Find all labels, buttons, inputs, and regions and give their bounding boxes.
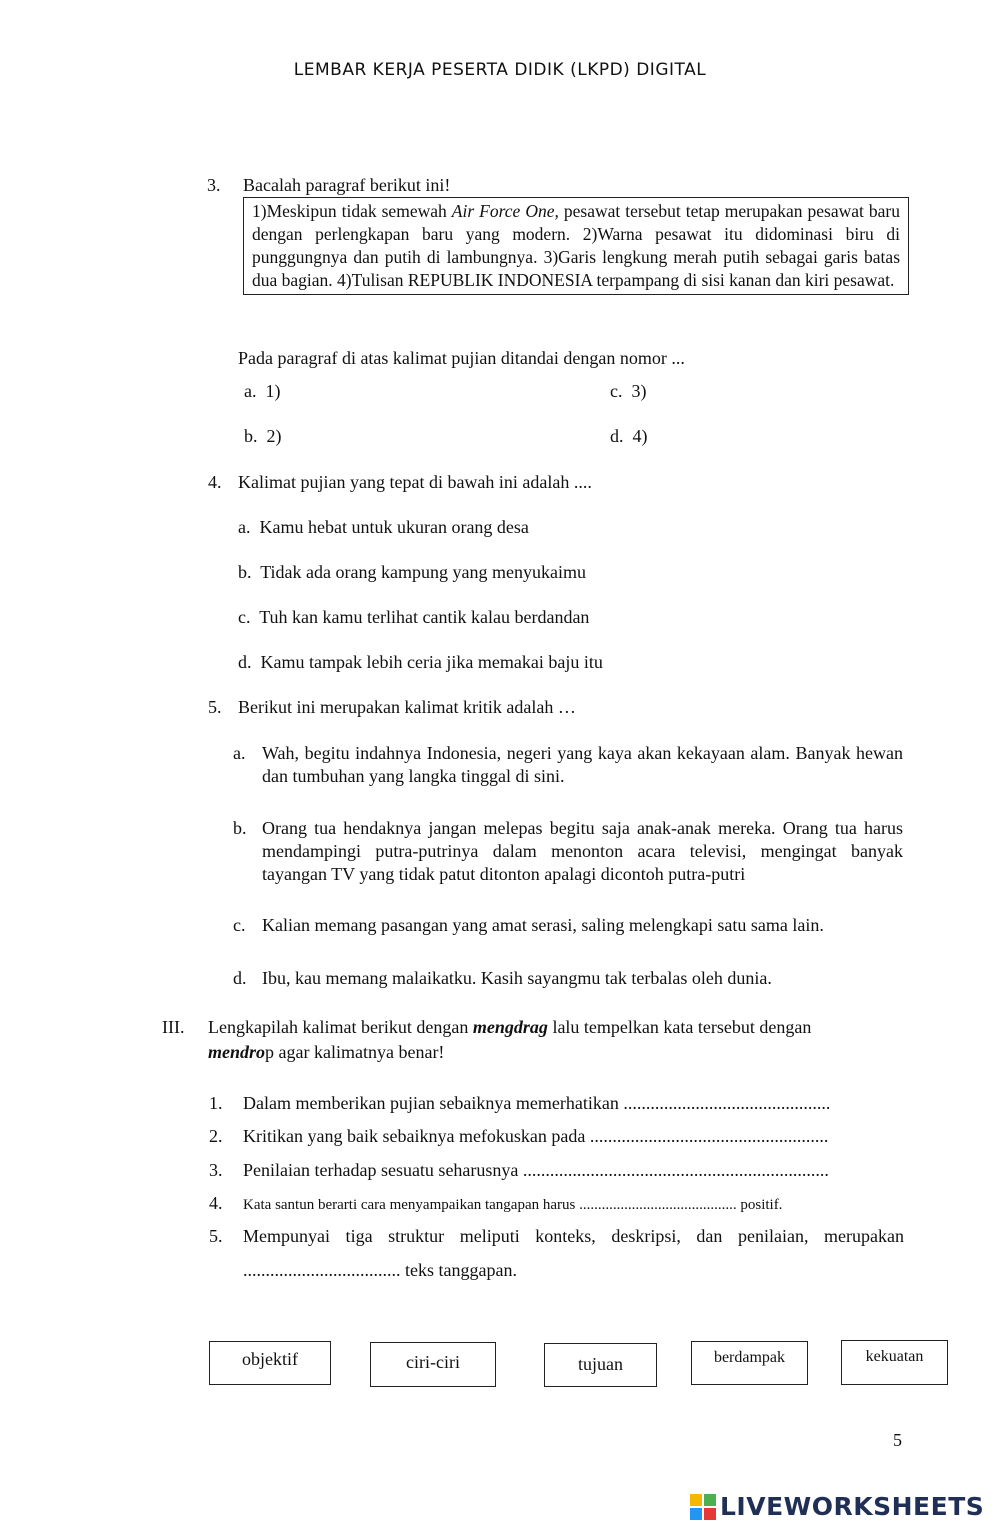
q3-option-d[interactable] xyxy=(610,425,648,448)
q4-number: 4. xyxy=(208,472,222,492)
fill-item-5[interactable]: Mempunyai tiga struktur meliputi konteks, deskripsi, dan penilaian, merupakan xyxy=(243,1226,904,1246)
option-text: 2) xyxy=(266,426,282,446)
option-text: Kamu tampak lebih ceria jika memakai baju itu xyxy=(260,652,603,672)
drag-word-tujuan[interactable]: tujuan xyxy=(544,1343,657,1387)
q5-option-a-letter: a. xyxy=(233,743,246,763)
q5-option-b[interactable]: Orang tua hendaknya jangan melepas begitu saja anak-anak mereka. Orang tua harus mendampingi putra-putrinya dalam menonton acara televisi, mengingat banyak tayangan TV yang tidak patut ditonton apalagi dicontoh putra-putri xyxy=(262,818,903,884)
q4-option-a[interactable] xyxy=(238,516,529,539)
option-letter: d. xyxy=(610,426,624,446)
drag-word-ciri-ciri[interactable]: ciri-ciri xyxy=(370,1342,496,1387)
option-letter: c. xyxy=(238,607,251,627)
instr-text: Lengkapilah kalimat berikut dengan xyxy=(208,1017,473,1037)
instr-text: lalu tempelkan kata tersebut dengan xyxy=(547,1017,812,1037)
q5-option-c[interactable]: Kalian memang pasangan yang amat serasi, saling melengkapi satu sama lain. xyxy=(262,915,824,935)
page-header: LEMBAR KERJA PESERTA DIDIK (LKPD) DIGITAL xyxy=(293,60,707,80)
page-number: 5 xyxy=(893,1430,902,1450)
instr-text: p agar kalimatnya benar! xyxy=(265,1042,445,1062)
q4-option-b[interactable] xyxy=(238,561,586,584)
fill-item-5-number: 5. xyxy=(209,1226,223,1246)
q5-option-d-letter: d. xyxy=(233,968,247,988)
section3-instruction-line1 xyxy=(208,1016,811,1039)
option-text: 1) xyxy=(265,381,281,401)
option-text: Kamu hebat untuk ukuran orang desa xyxy=(259,517,529,537)
fill-item-4-number: 4. xyxy=(209,1193,223,1213)
option-text: Tuh kan kamu terlihat cantik kalau berdandan xyxy=(259,607,590,627)
q3-paragraph-part1: 1)Meskipun tidak semewah xyxy=(252,201,452,221)
q4-option-c[interactable] xyxy=(238,606,589,629)
option-letter: b. xyxy=(244,426,258,446)
liveworksheets-logo[interactable] xyxy=(690,1492,992,1522)
q3-question: Pada paragraf di atas kalimat pujian ditandai dengan nomor ... xyxy=(238,348,685,368)
option-letter: c. xyxy=(610,381,623,401)
fill-item-5-continuation[interactable]: ................................... teks tanggapan. xyxy=(243,1260,517,1280)
option-text: 3) xyxy=(631,381,647,401)
liveworksheets-brand-text: LIVEWORKSHEETS xyxy=(720,1492,985,1521)
q4-option-d[interactable] xyxy=(238,651,603,674)
fill-item-1[interactable]: Dalam memberikan pujian sebaiknya memerhatikan .............................................. xyxy=(243,1093,831,1113)
q5-number: 5. xyxy=(208,697,222,717)
section3-numeral: III. xyxy=(162,1017,185,1037)
fill-item-1-number: 1. xyxy=(209,1093,223,1113)
liveworksheets-logo-icon xyxy=(690,1494,716,1520)
fill-item-4[interactable]: Kata santun berarti cara menyampaikan tangapan harus .......................................... positif. xyxy=(243,1197,783,1213)
option-text: Tidak ada orang kampung yang menyukaimu xyxy=(260,562,586,582)
q3-paragraph-part2: pesawat tersebut tetap merupakan pesawat baru dengan perlengkapan baru yang modern. 2)Warna pesawat itu didominasi biru di punggungnya dan putih di lambungnya. 3)Garis lengkung merah putih sebagai garis batas dua bagian. 4)Tulisan REPUBLIK INDONESIA terpampang di sisi kanan dan kiri pesawat. xyxy=(252,201,901,290)
drag-word-berdampak[interactable]: berdampak xyxy=(691,1341,808,1385)
section3-instruction-line2 xyxy=(208,1041,444,1064)
q3-paragraph-box xyxy=(243,197,909,295)
drag-word-kekuatan[interactable]: kekuatan xyxy=(841,1340,948,1385)
q5-option-b-letter: b. xyxy=(233,818,247,838)
q4-question: Kalimat pujian yang tepat di bawah ini adalah .... xyxy=(238,472,592,492)
q5-question: Berikut ini merupakan kalimat kritik adalah … xyxy=(238,697,576,717)
option-letter: d. xyxy=(238,652,252,672)
instr-drop-word: mendro xyxy=(208,1042,266,1062)
q5-option-c-letter: c. xyxy=(233,915,246,935)
q3-paragraph-italic: Air Force One, xyxy=(451,201,559,221)
q3-option-c[interactable] xyxy=(610,380,647,403)
q3-instruction: Bacalah paragraf berikut ini! xyxy=(243,175,451,195)
drag-word-objektif[interactable]: objektif xyxy=(209,1341,331,1385)
q3-option-b[interactable] xyxy=(244,425,282,448)
option-letter: a. xyxy=(244,381,257,401)
q5-option-d[interactable]: Ibu, kau memang malaikatku. Kasih sayangmu tak terbalas oleh dunia. xyxy=(262,968,772,988)
option-letter: b. xyxy=(238,562,252,582)
option-text: 4) xyxy=(632,426,648,446)
q5-option-a[interactable]: Wah, begitu indahnya Indonesia, negeri yang kaya akan kekayaan alam. Banyak hewan dan tumbuhan yang langka tinggal di sini. xyxy=(262,743,903,786)
option-letter: a. xyxy=(238,517,251,537)
fill-item-2[interactable]: Kritikan yang baik sebaiknya mefokuskan pada ..................................................... xyxy=(243,1126,829,1146)
fill-item-3-number: 3. xyxy=(209,1160,223,1180)
q3-number: 3. xyxy=(207,175,221,195)
q3-option-a[interactable] xyxy=(244,380,281,403)
instr-drag-word: mengdrag xyxy=(472,1017,548,1037)
fill-item-3[interactable]: Penilaian terhadap sesuatu seharusnya .................................................................... xyxy=(243,1160,829,1180)
fill-item-2-number: 2. xyxy=(209,1126,223,1146)
